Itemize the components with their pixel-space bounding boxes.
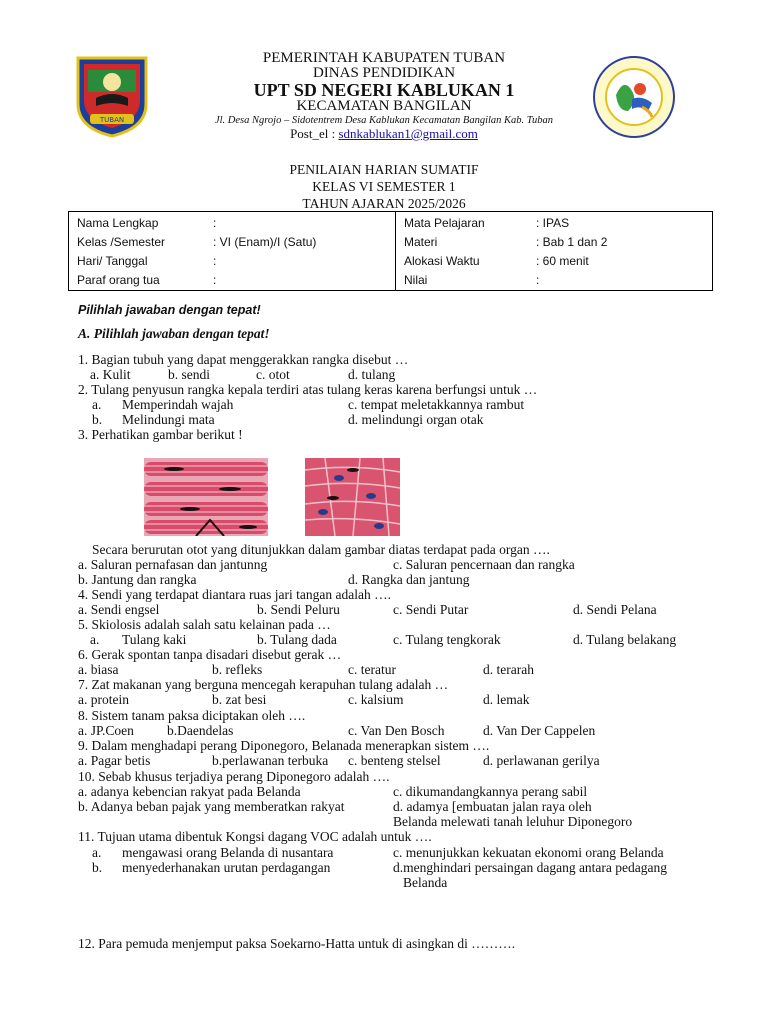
material-label: Materi — [404, 235, 438, 249]
date-label: Hari/ Tanggal — [77, 254, 148, 268]
email-line — [0, 126, 768, 142]
parent-sign-value[interactable]: : — [213, 273, 217, 287]
q2-option-c[interactable]: c. tempat meletakkannya rambut — [348, 397, 525, 412]
question-5: 5. Skiolosis adalah salah satu kelainan pada … — [78, 617, 331, 632]
q6-option-c[interactable]: c. teratur — [348, 662, 396, 677]
material-value: : Bab 1 dan 2 — [536, 235, 608, 249]
q11-option-c[interactable]: c. menunjukkan kekuatan ekonomi orang Belanda — [393, 845, 664, 860]
name-label: Nama Lengkap — [77, 216, 159, 230]
q3-option-d[interactable]: d. Rangka dan jantung — [348, 572, 470, 587]
q2-option-b-letter: b. — [92, 412, 103, 427]
school-address: Jl. Desa Ngrojo – Sidotentrem Desa Kablukan Kecamatan Bangilan Kab. Tuban — [214, 115, 554, 126]
school-name: UPT SD NEGERI KABLUKAN 1 — [253, 80, 515, 100]
q7-option-d[interactable]: d. lemak — [483, 692, 530, 707]
q8-option-b[interactable]: b.Daendelas — [167, 723, 234, 738]
q10-option-b[interactable]: b. Adanya beban pajak yang memberatkan rakyat — [78, 799, 345, 814]
cardiac-muscle-image — [305, 458, 400, 536]
q10-option-c[interactable]: c. dikumandangkannya perang sabil — [393, 784, 588, 799]
q3-option-c[interactable]: c. Saluran pencernaan dan rangka — [393, 557, 575, 572]
q9-option-d[interactable]: d. perlawanan gerilya — [483, 753, 600, 768]
exam-class: KELAS VI SEMESTER 1 — [312, 179, 456, 194]
question-10: 10. Sebab khusus terjadiya perang Diponegoro adalah …. — [78, 769, 390, 784]
time-label: Alokasi Waktu — [404, 254, 480, 268]
question-7: 7. Zat makanan yang berguna mencegah kerapuhan tulang adalah … — [78, 677, 449, 692]
q9-option-b[interactable]: b.perlawanan terbuka — [212, 753, 329, 768]
q6-option-a[interactable]: a. biasa — [78, 662, 119, 677]
score-value[interactable]: : — [536, 273, 540, 287]
q2-option-a-letter: a. — [92, 397, 102, 412]
q5-option-a-letter: a. — [90, 632, 100, 647]
name-value[interactable]: : — [213, 216, 217, 230]
q7-option-a[interactable]: a. protein — [78, 692, 129, 707]
q1-option-b[interactable]: b. sendi — [168, 367, 210, 382]
question-6: 6. Gerak spontan tanpa disadari disebut gerak … — [78, 647, 342, 662]
q3-option-b[interactable]: b. Jantung dan rangka — [78, 572, 197, 587]
email-link[interactable]: sdnkablukan1@gmail.com — [338, 126, 478, 141]
q1-option-d[interactable]: d. tulang — [348, 367, 396, 382]
q11-option-d-cont: Belanda — [403, 875, 448, 890]
q9-option-c[interactable]: c. benteng stelsel — [348, 753, 441, 768]
q1-option-c[interactable]: c. otot — [256, 367, 290, 382]
q10-option-d-cont: Belanda melewati tanah leluhur Diponegoro — [393, 814, 633, 829]
header-line-2: DINAS PENDIDIKAN — [312, 65, 456, 81]
question-9: 9. Dalam menghadapi perang Diponegoro, Belanada menerapkan sistem …. — [78, 738, 490, 753]
q11-option-a-letter: a. — [92, 845, 102, 860]
q9-option-a[interactable]: a. Pagar betis — [78, 753, 151, 768]
q10-option-d[interactable]: d. adamya [embuatan jalan raya oleh — [393, 799, 592, 814]
question-12: 12. Para pemuda menjemput paksa Soekarno-Hatta untuk di asingkan di ………. — [78, 936, 516, 951]
q6-option-d[interactable]: d. terarah — [483, 662, 534, 677]
student-info-table — [68, 211, 713, 291]
q2-option-d[interactable]: d. melindungi organ otak — [348, 412, 484, 427]
q1-option-a[interactable]: a. Kulit — [90, 367, 131, 382]
question-1: 1. Bagian tubuh yang dapat menggerakkan rangka disebut … — [78, 352, 409, 367]
header-line-1: PEMERINTAH KABUPATEN TUBAN — [262, 50, 506, 66]
subject-label: Mata Pelajaran — [404, 216, 485, 230]
q7-option-c[interactable]: c. kalsium — [348, 692, 404, 707]
q5-option-d[interactable]: d. Tulang belakang — [573, 632, 677, 647]
exam-year: TAHUN AJARAN 2025/2026 — [302, 196, 466, 211]
q4-option-b[interactable]: b. Sendi Peluru — [257, 602, 340, 617]
question-11: 11. Tujuan utama dibentuk Kongsi dagang VOC adalah untuk …. — [78, 829, 432, 844]
q8-option-d[interactable]: d. Van Der Cappelen — [483, 723, 596, 738]
question-8: 8. Sistem tanam paksa diciptakan oleh …. — [78, 708, 306, 723]
time-value: : 60 menit — [536, 254, 589, 268]
q11-option-b[interactable]: menyederhanakan urutan perdagangan — [122, 860, 331, 875]
score-label: Nilai — [404, 273, 428, 287]
q4-option-a[interactable]: a. Sendi engsel — [78, 602, 160, 617]
student-info-left — [69, 212, 396, 291]
question-3-prompt: Secara berurutan otot yang ditunjukkan dalam gambar diatas terdapat pada organ …. — [92, 542, 550, 557]
date-value[interactable]: : — [213, 254, 217, 268]
q2-option-a[interactable]: Memperindah wajah — [122, 397, 234, 412]
subject-value: : IPAS — [536, 216, 570, 230]
q11-option-a[interactable]: mengawasi orang Belanda di nusantara — [122, 845, 334, 860]
q10-option-a[interactable]: a. adanya kebencian rakyat pada Belanda — [78, 784, 301, 799]
email-label: Post_el : — [290, 126, 339, 141]
q6-option-b[interactable]: b. refleks — [212, 662, 263, 677]
q11-option-b-letter: b. — [92, 860, 103, 875]
class-label: Kelas /Semester — [77, 235, 166, 249]
question-3: 3. Perhatikan gambar berikut ! — [78, 427, 243, 442]
q5-option-c[interactable]: c. Tulang tengkorak — [393, 632, 501, 647]
q8-option-a[interactable]: a. JP.Coen — [78, 723, 134, 738]
question-2: 2. Tulang penyusun rangka kepala terdiri atas tulang keras karena berfungsi untuk … — [78, 382, 538, 397]
district-name: KECAMATAN BANGILAN — [296, 98, 472, 114]
tuban-logo-label: TUBAN — [99, 116, 125, 124]
q4-option-c[interactable]: c. Sendi Putar — [393, 602, 469, 617]
q8-option-c[interactable]: c. Van Den Bosch — [348, 723, 445, 738]
q11-option-d[interactable]: d.menghindari persaingan dagang antara pedagang — [393, 860, 668, 875]
q3-option-a[interactable]: a. Saluran pernafasan dan jantunng — [78, 557, 268, 572]
section-a-heading: A. Pilihlah jawaban dengan tepat! — [78, 326, 270, 341]
smooth-muscle-image — [144, 458, 268, 536]
exam-title: PENILAIAN HARIAN SUMATIF — [289, 162, 479, 177]
student-info-right — [396, 212, 713, 291]
class-value: : VI (Enam)/I (Satu) — [213, 235, 317, 249]
q7-option-b[interactable]: b. zat besi — [212, 692, 267, 707]
q5-option-b[interactable]: b. Tulang dada — [257, 632, 337, 647]
instruction-top: Pilihlah jawaban dengan tepat! — [78, 303, 261, 317]
q5-option-a[interactable]: Tulang kaki — [122, 632, 187, 647]
question-4: 4. Sendi yang terdapat diantara ruas jari tangan adalah …. — [78, 587, 392, 602]
parent-sign-label: Paraf orang tua — [77, 273, 160, 287]
q2-option-b[interactable]: Melindungi mata — [122, 412, 215, 427]
q4-option-d[interactable]: d. Sendi Pelana — [573, 602, 657, 617]
